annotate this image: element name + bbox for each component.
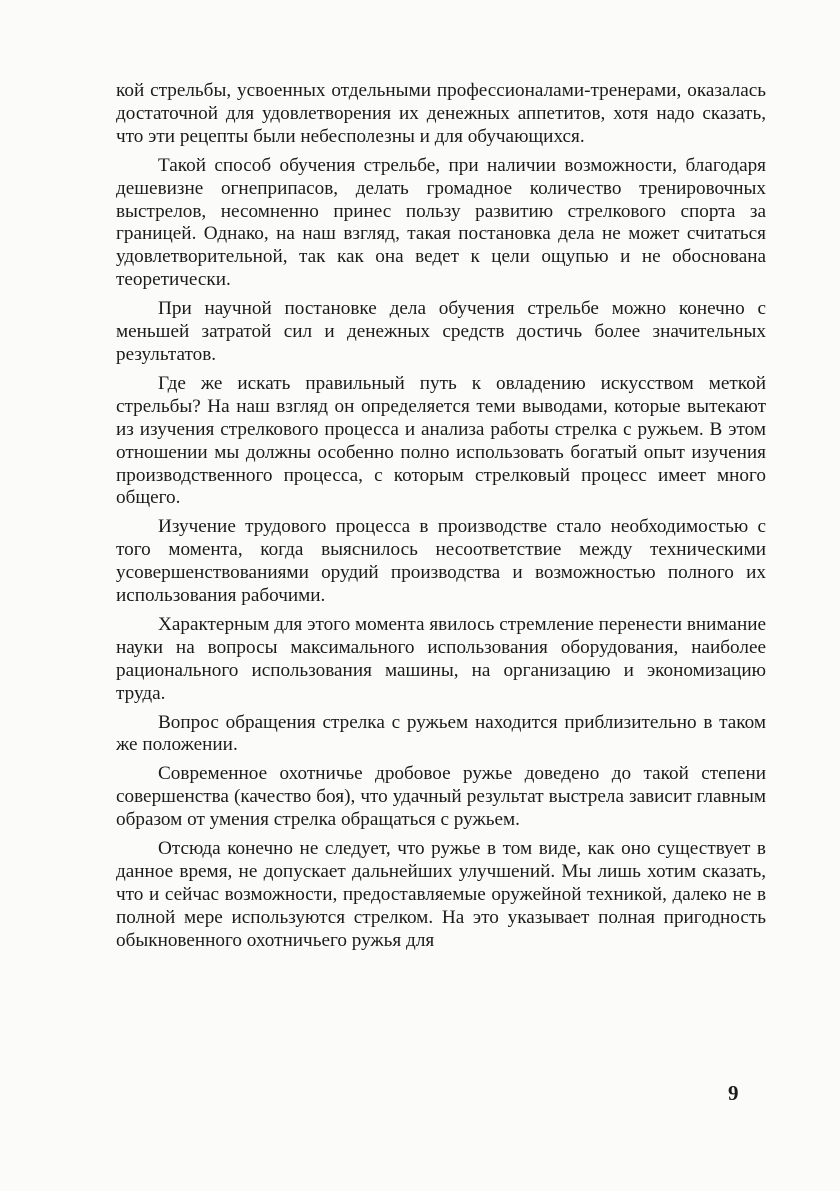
paragraph-6: Характерным для этого момента явилось стремление перенести внимание науки на вопросы максимального использования оборудования, наиболее рационального использования машины, на организацию и экономизацию труда.	[116, 613, 766, 704]
paragraph-7: Вопрос обращения стрелка с ружьем находится приблизительно в таком же положении.	[116, 711, 766, 756]
paragraph-3: При научной постановке дела обучения стрельбе можно конечно с меньшей затратой сил и денежных средств достичь более значительных результатов.	[116, 298, 766, 365]
paragraph-5: Изучение трудового процесса в производстве стало необходимостью с того момента, когда выяснилось несоответствие между техническими усовершенствованиями орудий производства и возможностью полного их использования рабочими.	[116, 516, 766, 607]
body-text	[116, 80, 766, 959]
paragraph-4: Где же искать правильный путь к овладению искусством меткой стрельбы? На наш взгляд он определяется теми выводами, которые вытекают из изучения стрелкового процесса и анализа работы стрелка с ружьем. В этом отношении мы должны особенно полно использовать богатый опыт изучения производственного процесса, с которым стрелковый процесс имеет много общего.	[116, 372, 766, 509]
paragraph-2: Такой способ обучения стрельбе, при наличии возможности, благодаря дешевизне огнеприпасов, делать громадное количество тренировочных выстрелов, несомненно принес пользу развитию стрелкового спорта за границей. Однако, на наш взгляд, такая постановка дела не может считаться удовлетворительной, так как она ведет к цели ощупью и не обоснована теоретически.	[116, 154, 766, 291]
paragraph-9: Отсюда конечно не следует, что ружье в том виде, как оно существует в данное время, не допускает дальнейших улучшений. Мы лишь хотим сказать, что и сейчас возможности, предоставляемые оружейной техникой, далеко не в полной мере используются стрелком. На это указывает полная пригодность обыкновенного охотничьего ружья для	[116, 838, 766, 951]
page-number: 9	[728, 1081, 739, 1105]
paragraph-1: кой стрельбы, усвоенных отдельными профессионалами-тренерами, оказалась достаточной для удовлетворения их денежных аппетитов, хотя надо сказать, что эти рецепты были небесполезны и для обучающихся.	[116, 80, 766, 147]
paragraph-8: Современное охотничье дробовое ружье доведено до такой степени совершенства (качество боя), что удачный результат выстрела зависит главным образом от умения стрелка обращаться с ружьем.	[116, 763, 766, 831]
